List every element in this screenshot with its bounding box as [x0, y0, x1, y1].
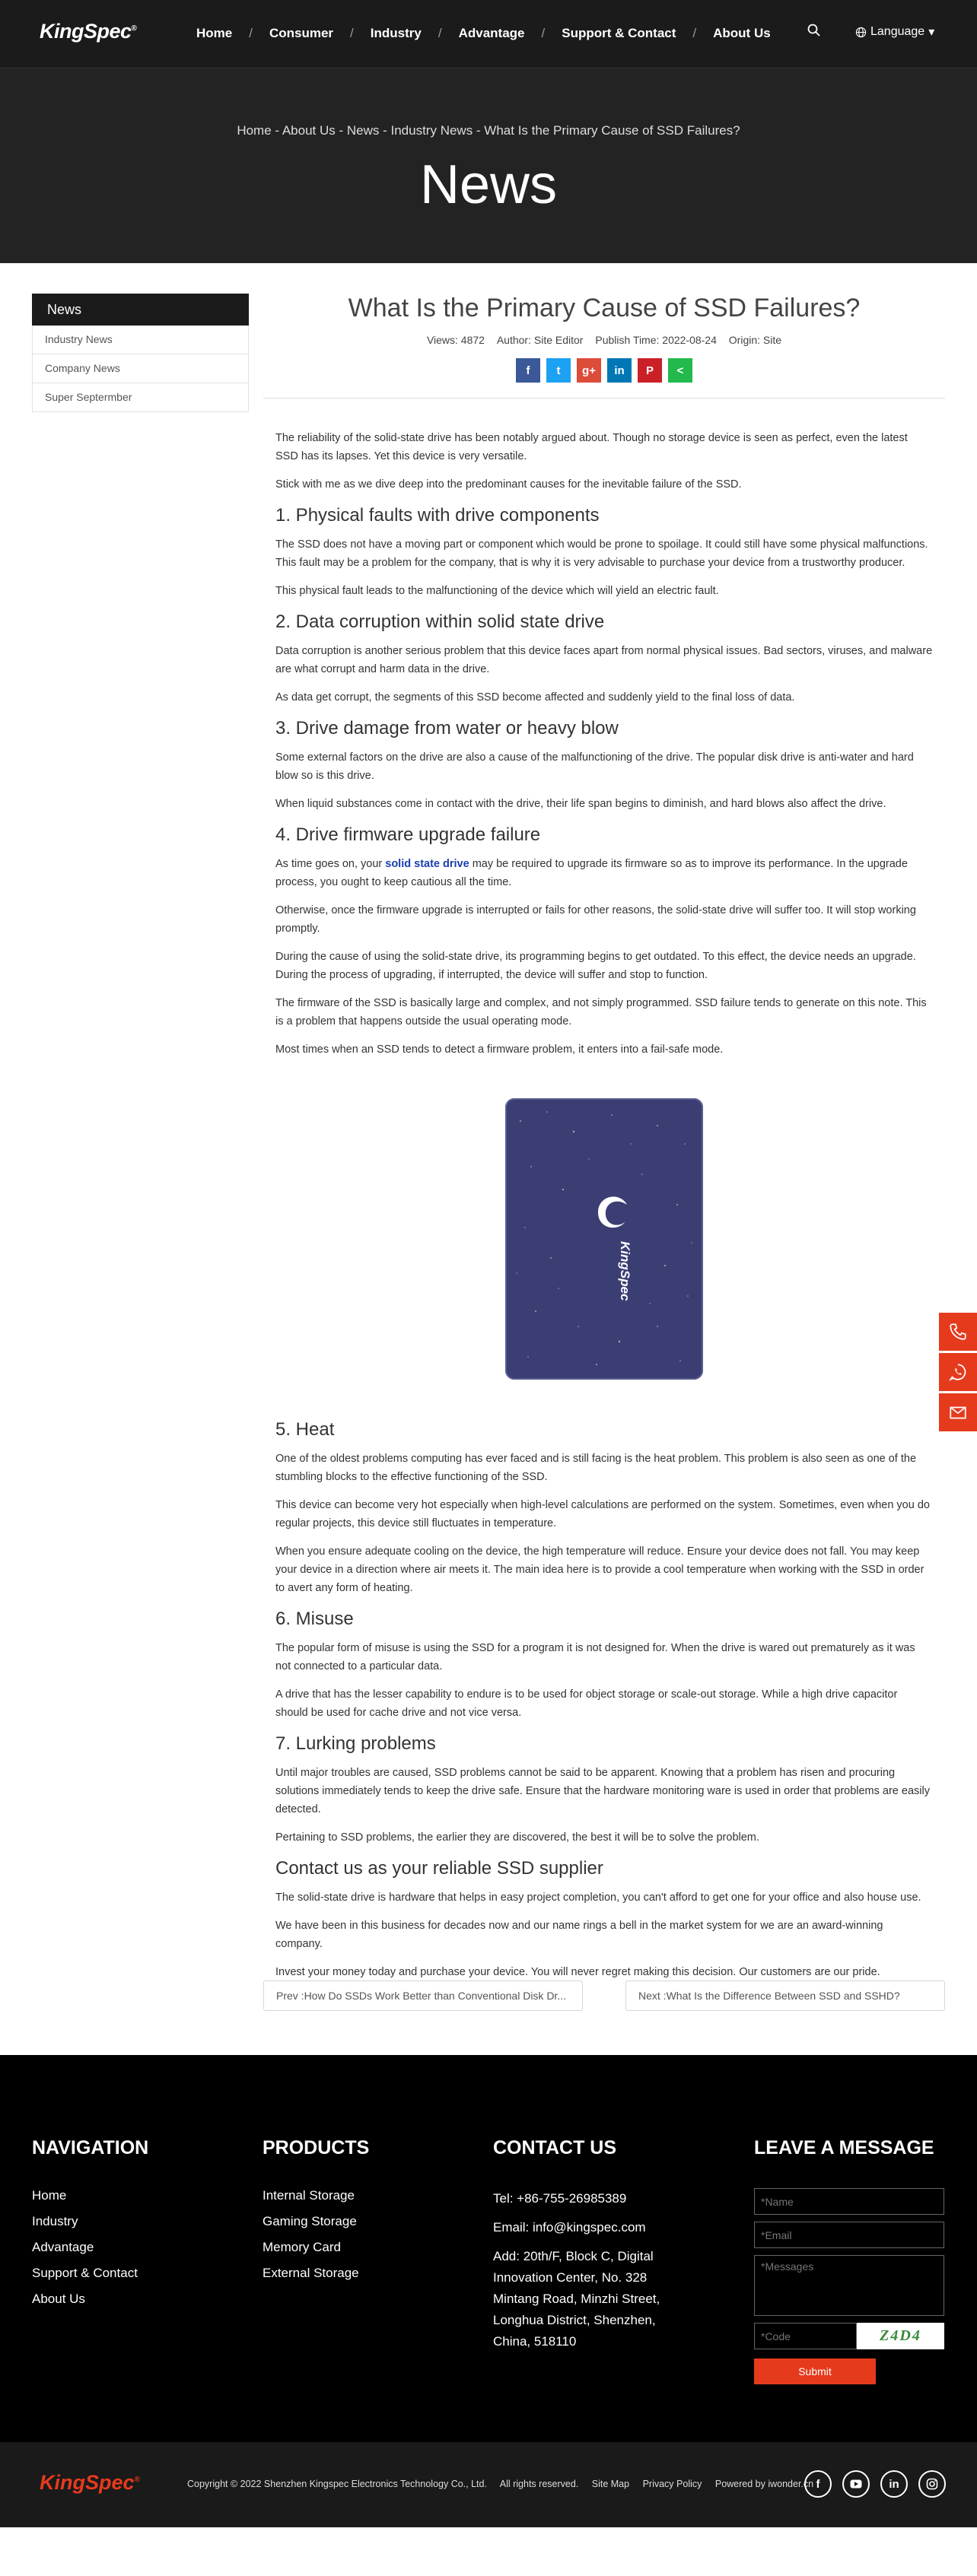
mail-icon — [948, 1402, 968, 1422]
footer-heading: CONTACT US — [493, 2137, 617, 2158]
twitter-icon[interactable]: t — [546, 358, 571, 383]
paragraph: The popular form of misuse is using the SSD for a program it is not designed for. When the drive is wared out prematurely as it was not connected to a particular data. — [275, 1642, 915, 1672]
footer-email[interactable]: Email: info@kingspec.com — [493, 2220, 646, 2235]
section-heading: 2. Data corruption within solid state drive — [275, 611, 605, 632]
solid-state-drive-link[interactable]: solid state drive — [385, 858, 469, 870]
footer-link-internal-storage[interactable]: Internal Storage — [263, 2188, 355, 2203]
youtube-icon[interactable] — [842, 2470, 870, 2498]
footer-tel[interactable]: Tel: +86-755-26985389 — [493, 2191, 627, 2206]
ssd-product-photo — [505, 1098, 703, 1380]
code-field[interactable] — [754, 2323, 857, 2349]
paragraph: Some external factors on the drive are also a cause of the malfunctioning of the drive. The popular disk drive is anti-water and hard blow so is this drive. — [275, 751, 914, 782]
name-field[interactable] — [754, 2188, 944, 2215]
bottom-bar — [0, 2442, 977, 2527]
nav-about-us[interactable]: About Us — [713, 26, 771, 40]
float-phone-button[interactable] — [939, 1313, 977, 1351]
sidebar-item-industry-news[interactable]: Industry News — [32, 326, 249, 354]
breadcrumb[interactable]: Home - About Us - News - Industry News - What Is the Primary Cause of SSD Failures? — [237, 123, 740, 138]
nav-home[interactable]: Home — [196, 26, 233, 40]
paragraph: As data get corrupt, the segments of this SSD become affected and suddenly yield to the final loss of data. — [275, 691, 795, 704]
globe-icon — [855, 27, 867, 38]
section-heading: 6. Misuse — [275, 1609, 354, 1629]
footer-message-form — [754, 2137, 944, 2384]
section-heading: Contact us as your reliable SSD supplier — [275, 1858, 603, 1879]
sharethis-icon[interactable]: < — [668, 358, 692, 383]
messages-field[interactable] — [754, 2255, 944, 2316]
paragraph: Most times when an SSD tends to detect a firmware problem, it enters into a fail-safe mode. — [275, 1043, 724, 1056]
section-heading: 4. Drive firmware upgrade failure — [275, 824, 541, 845]
paragraph: Data corruption is another serious problem that this device faces apart from normal physical issues. Bad sectors, viruses, and malware are what corrupt and harm data in the drive. — [275, 645, 933, 675]
nav-advantage[interactable]: Advantage — [458, 26, 525, 40]
section-heading: 1. Physical faults with drive components — [275, 505, 600, 526]
publish-time: Publish Time: 2022-08-24 — [595, 334, 717, 346]
main-content — [0, 263, 977, 2055]
footer — [0, 2055, 977, 2442]
next-article-link[interactable]: Next :What Is the Difference Between SSD and SSHD? — [625, 1980, 945, 2011]
sidebar-item-company-news[interactable]: Company News — [32, 354, 249, 383]
phone-icon — [948, 1322, 968, 1342]
privacy-link[interactable]: Privacy Policy — [642, 2479, 702, 2489]
paragraph: The firmware of the SSD is basically large and complex, and not simply programmed. SSD failure tends to generate on this note. This is a problem that happens outside the usual operating mode. — [275, 997, 927, 1028]
nav-industry[interactable]: Industry — [370, 26, 422, 40]
sidebar — [32, 294, 249, 412]
article-title: What Is the Primary Cause of SSD Failures? — [348, 294, 861, 322]
linkedin-icon[interactable]: in — [880, 2470, 908, 2498]
page-banner — [0, 68, 977, 263]
social-links — [804, 2470, 946, 2498]
ssd-artwork — [505, 1098, 703, 1380]
section-heading: 5. Heat — [275, 1419, 335, 1440]
footer-link-advantage[interactable]: Advantage — [32, 2240, 94, 2254]
prev-article-link[interactable]: Prev :How Do SSDs Work Better than Conventional Disk Dr... — [263, 1980, 583, 2011]
paragraph: Pertaining to SSD problems, the earlier they are discovered, the best it will be to solve the problem. — [275, 1831, 759, 1844]
facebook-icon[interactable]: f — [516, 358, 540, 383]
paragraph: This device can become very hot especially when high-level calculations are performed on the system. Sometimes, even when you do regular projects, this device still fluctuates in temperature. — [275, 1499, 930, 1529]
article-body — [263, 429, 945, 1981]
float-email-button[interactable] — [939, 1393, 977, 1431]
divider — [263, 398, 945, 399]
section-heading: 3. Drive damage from water or heavy blow — [275, 718, 619, 738]
paragraph: This physical fault leads to the malfunctioning of the device which will yield an electric fault. — [275, 585, 719, 597]
paragraph: When you ensure adequate cooling on the device, the high temperature will reduce. Ensure your device does not fall. You may keep your device in a direction where air meets it. The main idea here is to provide a cool temperature when working with the SSD in order to avert any form of heating. — [275, 1545, 924, 1594]
footer-heading: NAVIGATION — [32, 2137, 149, 2158]
footer-contact — [493, 2137, 668, 2355]
nav-consumer[interactable]: Consumer — [269, 26, 334, 40]
sidebar-item-super-september[interactable]: Super Septermber — [32, 383, 249, 412]
paragraph: Until major troubles are caused, SSD problems cannot be said to be apparent. Knowing that a problem has risen and procuring solutions immediately tends to keep the drive safe. Ensure that the hardware monitoring ware is used in order that problems are easily detected. — [275, 1767, 930, 1815]
sitemap-link[interactable]: Site Map — [591, 2479, 630, 2489]
email-field[interactable] — [754, 2222, 944, 2248]
whatsapp-icon — [948, 1362, 968, 1382]
captcha-image[interactable]: Z4D4 — [857, 2323, 944, 2349]
views-count: Views: 4872 — [426, 334, 485, 346]
page-title: News — [419, 154, 558, 215]
section-heading: 7. Lurking problems — [275, 1733, 436, 1754]
language-label: Language — [870, 25, 925, 38]
sidebar-title: News — [32, 294, 249, 326]
paragraph: Otherwise, once the firmware upgrade is interrupted or fails for other reasons, the solid-state drive will suffer too. It will stop working promptly. — [275, 904, 916, 935]
ssd-label: KingSpec — [618, 1241, 632, 1301]
share-buttons — [263, 358, 945, 383]
footer-navigation — [32, 2137, 148, 2317]
captcha-row — [754, 2323, 944, 2349]
paragraph: The reliability of the solid-state drive has been notably argued about. Though no storage device is seen as perfect, even the latest SSD has its lapses. Yet this device is very versatile. — [275, 432, 908, 462]
copyright: Copyright © 2022 Shenzhen Kingspec Electronics Technology Co., Ltd. All rights reserved. Site Map Privacy Policy Powered by iwonder.cn — [187, 2479, 814, 2489]
article-meta — [263, 334, 945, 346]
paragraph: Invest your money today and purchase your device. You will never regret making this decision. Our customers are our pride. — [275, 1966, 880, 1978]
top-header — [0, 0, 977, 68]
article-pager — [263, 1980, 945, 2011]
google-plus-icon[interactable]: g+ — [577, 358, 601, 383]
footer-link-industry[interactable]: Industry — [32, 2214, 78, 2228]
footer-logo[interactable]: KingSpec® — [40, 2471, 140, 2494]
footer-products — [263, 2137, 369, 2292]
paragraph: One of the oldest problems computing has ever faced and is still facing is the heat problem. This problem is also seen as one of the stumbling blocks to the effective functioning of the SSD. — [275, 1453, 917, 1483]
article — [263, 294, 945, 1991]
nav-support-contact[interactable]: Support & Contact — [562, 26, 676, 40]
author: Author: Site Editor — [496, 334, 584, 346]
ssd-image — [275, 1098, 933, 1380]
origin: Origin: Site — [728, 334, 782, 346]
footer-link-memory-card[interactable]: Memory Card — [263, 2240, 341, 2254]
paragraph: As time goes on, your solid state drive may be required to upgrade its firmware so as to improve its performance. In the upgrade process, you ought to keep cautious all the time. — [275, 858, 908, 888]
language-selector[interactable] — [855, 24, 934, 40]
float-whatsapp-button[interactable] — [939, 1353, 977, 1391]
footer-link-external-storage[interactable]: External Storage — [263, 2266, 359, 2280]
chevron-down-icon: ▾ — [928, 26, 935, 39]
footer-link-home[interactable]: Home — [32, 2188, 67, 2203]
paragraph: Stick with me as we dive deep into the predominant causes for the inevitable failure of the SSD. — [275, 478, 742, 491]
facebook-icon[interactable]: f — [804, 2470, 832, 2498]
powered-by-link[interactable]: Powered by iwonder.cn — [714, 2479, 814, 2489]
paragraph: We have been in this business for decades now and our name rings a bell in the market system for we are an award-winning company. — [275, 1920, 883, 1950]
paragraph: The solid-state drive is hardware that helps in easy project completion, you can't afford to get one for your office and also house use. — [275, 1892, 921, 1904]
paragraph: The SSD does not have a moving part or component which would be prone to spoilage. It could still have some physical malfunctions. This fault may be a problem for the company, that is why it is very advisable to purchase your device from a trustworthy producer. — [275, 538, 928, 569]
footer-address: Add: 20th/F, Block C, Digital Innovation Center, No. 328 Mintang Road, Minzhi Street, Longhua District, Shenzhen, China, 518110 — [493, 2249, 660, 2349]
footer-heading: PRODUCTS — [263, 2137, 370, 2158]
main-nav: Home / Consumer / Industry / Advantage / Support & Contact / About Us — [196, 26, 771, 40]
paragraph: When liquid substances come in contact with the drive, their life span begins to diminish, and hard blows also affect the drive. — [275, 798, 886, 810]
pinterest-icon[interactable]: P — [638, 358, 662, 383]
footer-link-gaming-storage[interactable]: Gaming Storage — [263, 2214, 357, 2228]
linkedin-icon[interactable]: in — [607, 358, 632, 383]
instagram-icon[interactable] — [918, 2470, 946, 2498]
paragraph: A drive that has the lesser capability to endure is to be used for object storage or scale-out storage. While a high drive capacitor should be used for cache drive and not vice versa. — [275, 1688, 898, 1719]
paragraph: During the cause of using the solid-state drive, its programming begins to get outdated. To this effect, the device needs an upgrade. During the process of upgrading, if interrupted, the device will suffer and stop to function. — [275, 951, 916, 981]
kingspec-logo[interactable]: KingSpec® — [40, 20, 137, 43]
submit-button[interactable]: Submit — [754, 2358, 876, 2384]
footer-heading: LEAVE A MESSAGE — [754, 2137, 934, 2158]
footer-link-support[interactable]: Support & Contact — [32, 2266, 138, 2280]
search-icon[interactable] — [807, 23, 822, 38]
footer-link-about[interactable]: About Us — [32, 2292, 85, 2306]
